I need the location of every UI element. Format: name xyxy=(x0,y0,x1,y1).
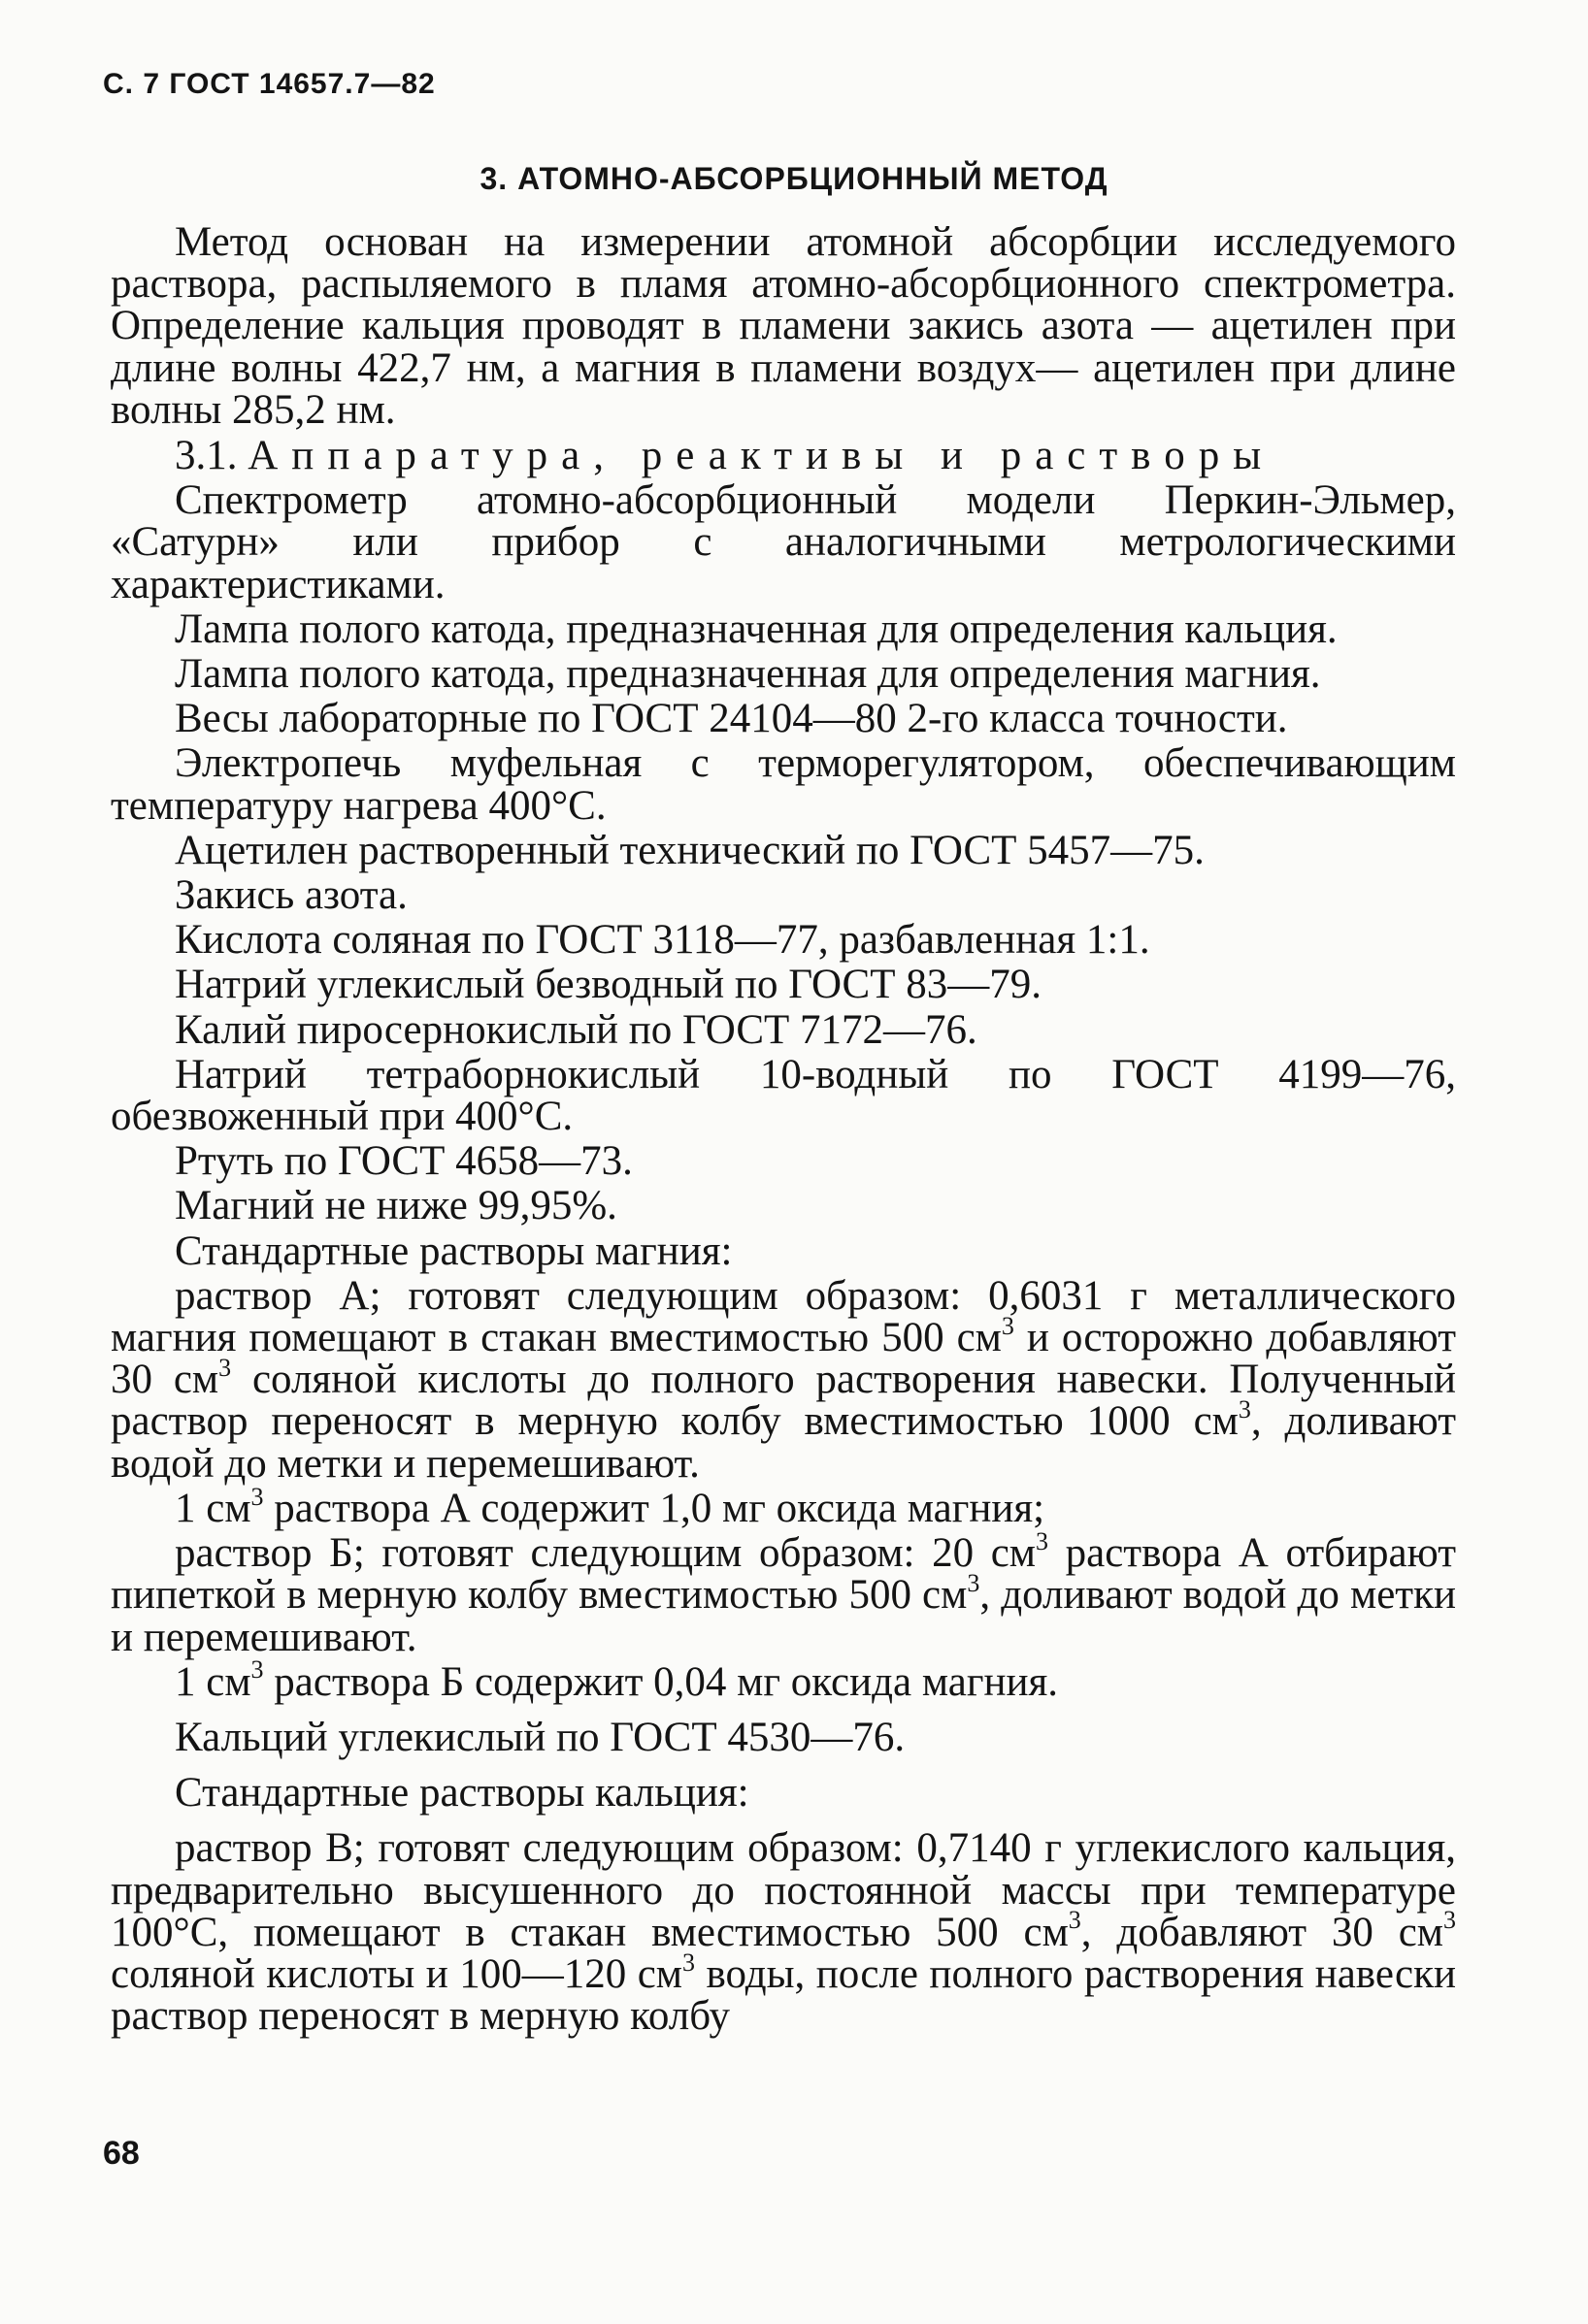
superscript-3: 3 xyxy=(250,1482,264,1511)
item-mercury: Ртуть по ГОСТ 4658—73. xyxy=(175,1138,633,1185)
section-title: 3. АТОМНО-АБСОРБЦИОННЫЙ МЕТОД xyxy=(480,161,1108,196)
subsection-title: Аппаратура, реактивы и растворы xyxy=(248,433,1275,479)
item-hydrochloric-acid: Кислота соляная по ГОСТ 3118—77, разбавленная 1:1. xyxy=(175,917,1150,964)
magnesium-a-content: 1 $см^3$ раствора А содержит 1,0 мг оксида магния; xyxy=(175,1482,1045,1531)
superscript-3: 3 xyxy=(682,1948,696,1977)
page-header: С. 7 ГОСТ 14657.7—82 xyxy=(103,68,436,100)
item-sodium-carbonate: Натрий углекислый безводный по ГОСТ 83—79. xyxy=(175,962,1042,1008)
superscript-3: 3 xyxy=(1036,1526,1049,1555)
item-sodium-tetraborate: Натрий тетраборнокислый 10-водный по ГОСТ 4199—76, обезвоженный при 400°С. xyxy=(111,1051,1456,1140)
item-calcium-standards: Стандартные растворы кальция: xyxy=(175,1770,749,1817)
calcium-solution-v: раствор В; готовят следующим образом: 0,7140 г углекислого кальция, предварительно высушенного до постоянной массы при температуре 100°С, помещают в стакан вместимостью 500 $см^3$, добавляют 30 $см^3$ соляной кислоты и 100—120 $см^3$ воды, после полного растворения навески раствор переносят в мерную колбу xyxy=(111,1825,1456,2040)
document-body xyxy=(111,221,1456,2040)
item-potassium-pyrosulfate: Калий пиросернокислый по ГОСТ 7172—76. xyxy=(175,1006,977,1053)
magnesium-b-content: 1 $см^3$ раствора Б содержит 0,04 мг оксида магния. xyxy=(175,1655,1059,1705)
item-magnesium-standards: Стандартные растворы магния: xyxy=(175,1227,733,1274)
superscript-3: 3 xyxy=(218,1353,232,1382)
item-lamp-magnesium: Лампа полого катода, предназначенная для определения магния. xyxy=(175,651,1321,698)
page-number: 68 xyxy=(103,2135,140,2172)
superscript-3: 3 xyxy=(250,1655,264,1685)
item-spectrometer: Спектрометр атомно-абсорбционный модели Перкин-Эльмер, «Сатурн» или прибор с аналогичными метрологическими характеристиками. xyxy=(111,477,1456,607)
subsection-heading xyxy=(111,433,1456,479)
item-nitrous-oxide: Закись азота. xyxy=(175,872,408,919)
superscript-3: 3 xyxy=(1443,1906,1456,1935)
item-acetylene: Ацетилен растворенный технический по ГОСТ 5457—75. xyxy=(175,827,1205,873)
superscript-3: 3 xyxy=(1068,1906,1081,1935)
intro-paragraph: Метод основан на измерении атомной абсорбции исследуемого раствора, распыляемого в пламя атомно-абсорбционного спектрометра. Определение кальция проводят в пламени закись азота — ацетилен при длине волны 422,7 нм, а магния в пламени воздух— ацетилен при длине волны 285,2 нм. xyxy=(111,219,1456,433)
superscript-3: 3 xyxy=(967,1568,980,1597)
superscript-3: 3 xyxy=(1238,1395,1251,1424)
magnesium-solution-a: раствор А; готовят следующим образом: 0,6031 г металлического магния помещают в стакан вместимостью 500 $см^3$ и осторожно добавляют 30 $см^3$ соляной кислоты до полного растворения навески. Полученный раствор переносят в мерную колбу вместимостью 1000 $см^3$, доливают водой до метки и перемешивают. xyxy=(111,1272,1457,1487)
superscript-3: 3 xyxy=(1001,1311,1014,1340)
item-magnesium: Магний не ниже 99,95%. xyxy=(175,1183,617,1229)
item-muffle-furnace: Электропечь муфельная с терморегулятором, обеспечивающим температуру нагрева 400°С. xyxy=(111,740,1456,829)
magnesium-solution-b: раствор Б; готовят следующим образом: 20 $см^3$ раствора А отбирают пипеткой в мерную колбу вместимостью 500 $см^3$, доливают водой до метки и перемешивают. xyxy=(111,1526,1456,1660)
subsection-number: 3.1. xyxy=(175,433,238,479)
item-scales: Весы лабораторные по ГОСТ 24104—80 2-го класса точности. xyxy=(175,696,1288,742)
item-calcium-carbonate: Кальций углекислый по ГОСТ 4530—76. xyxy=(175,1714,906,1760)
item-lamp-calcium: Лампа полого катода, предназначенная для определения кальция. xyxy=(175,606,1338,652)
